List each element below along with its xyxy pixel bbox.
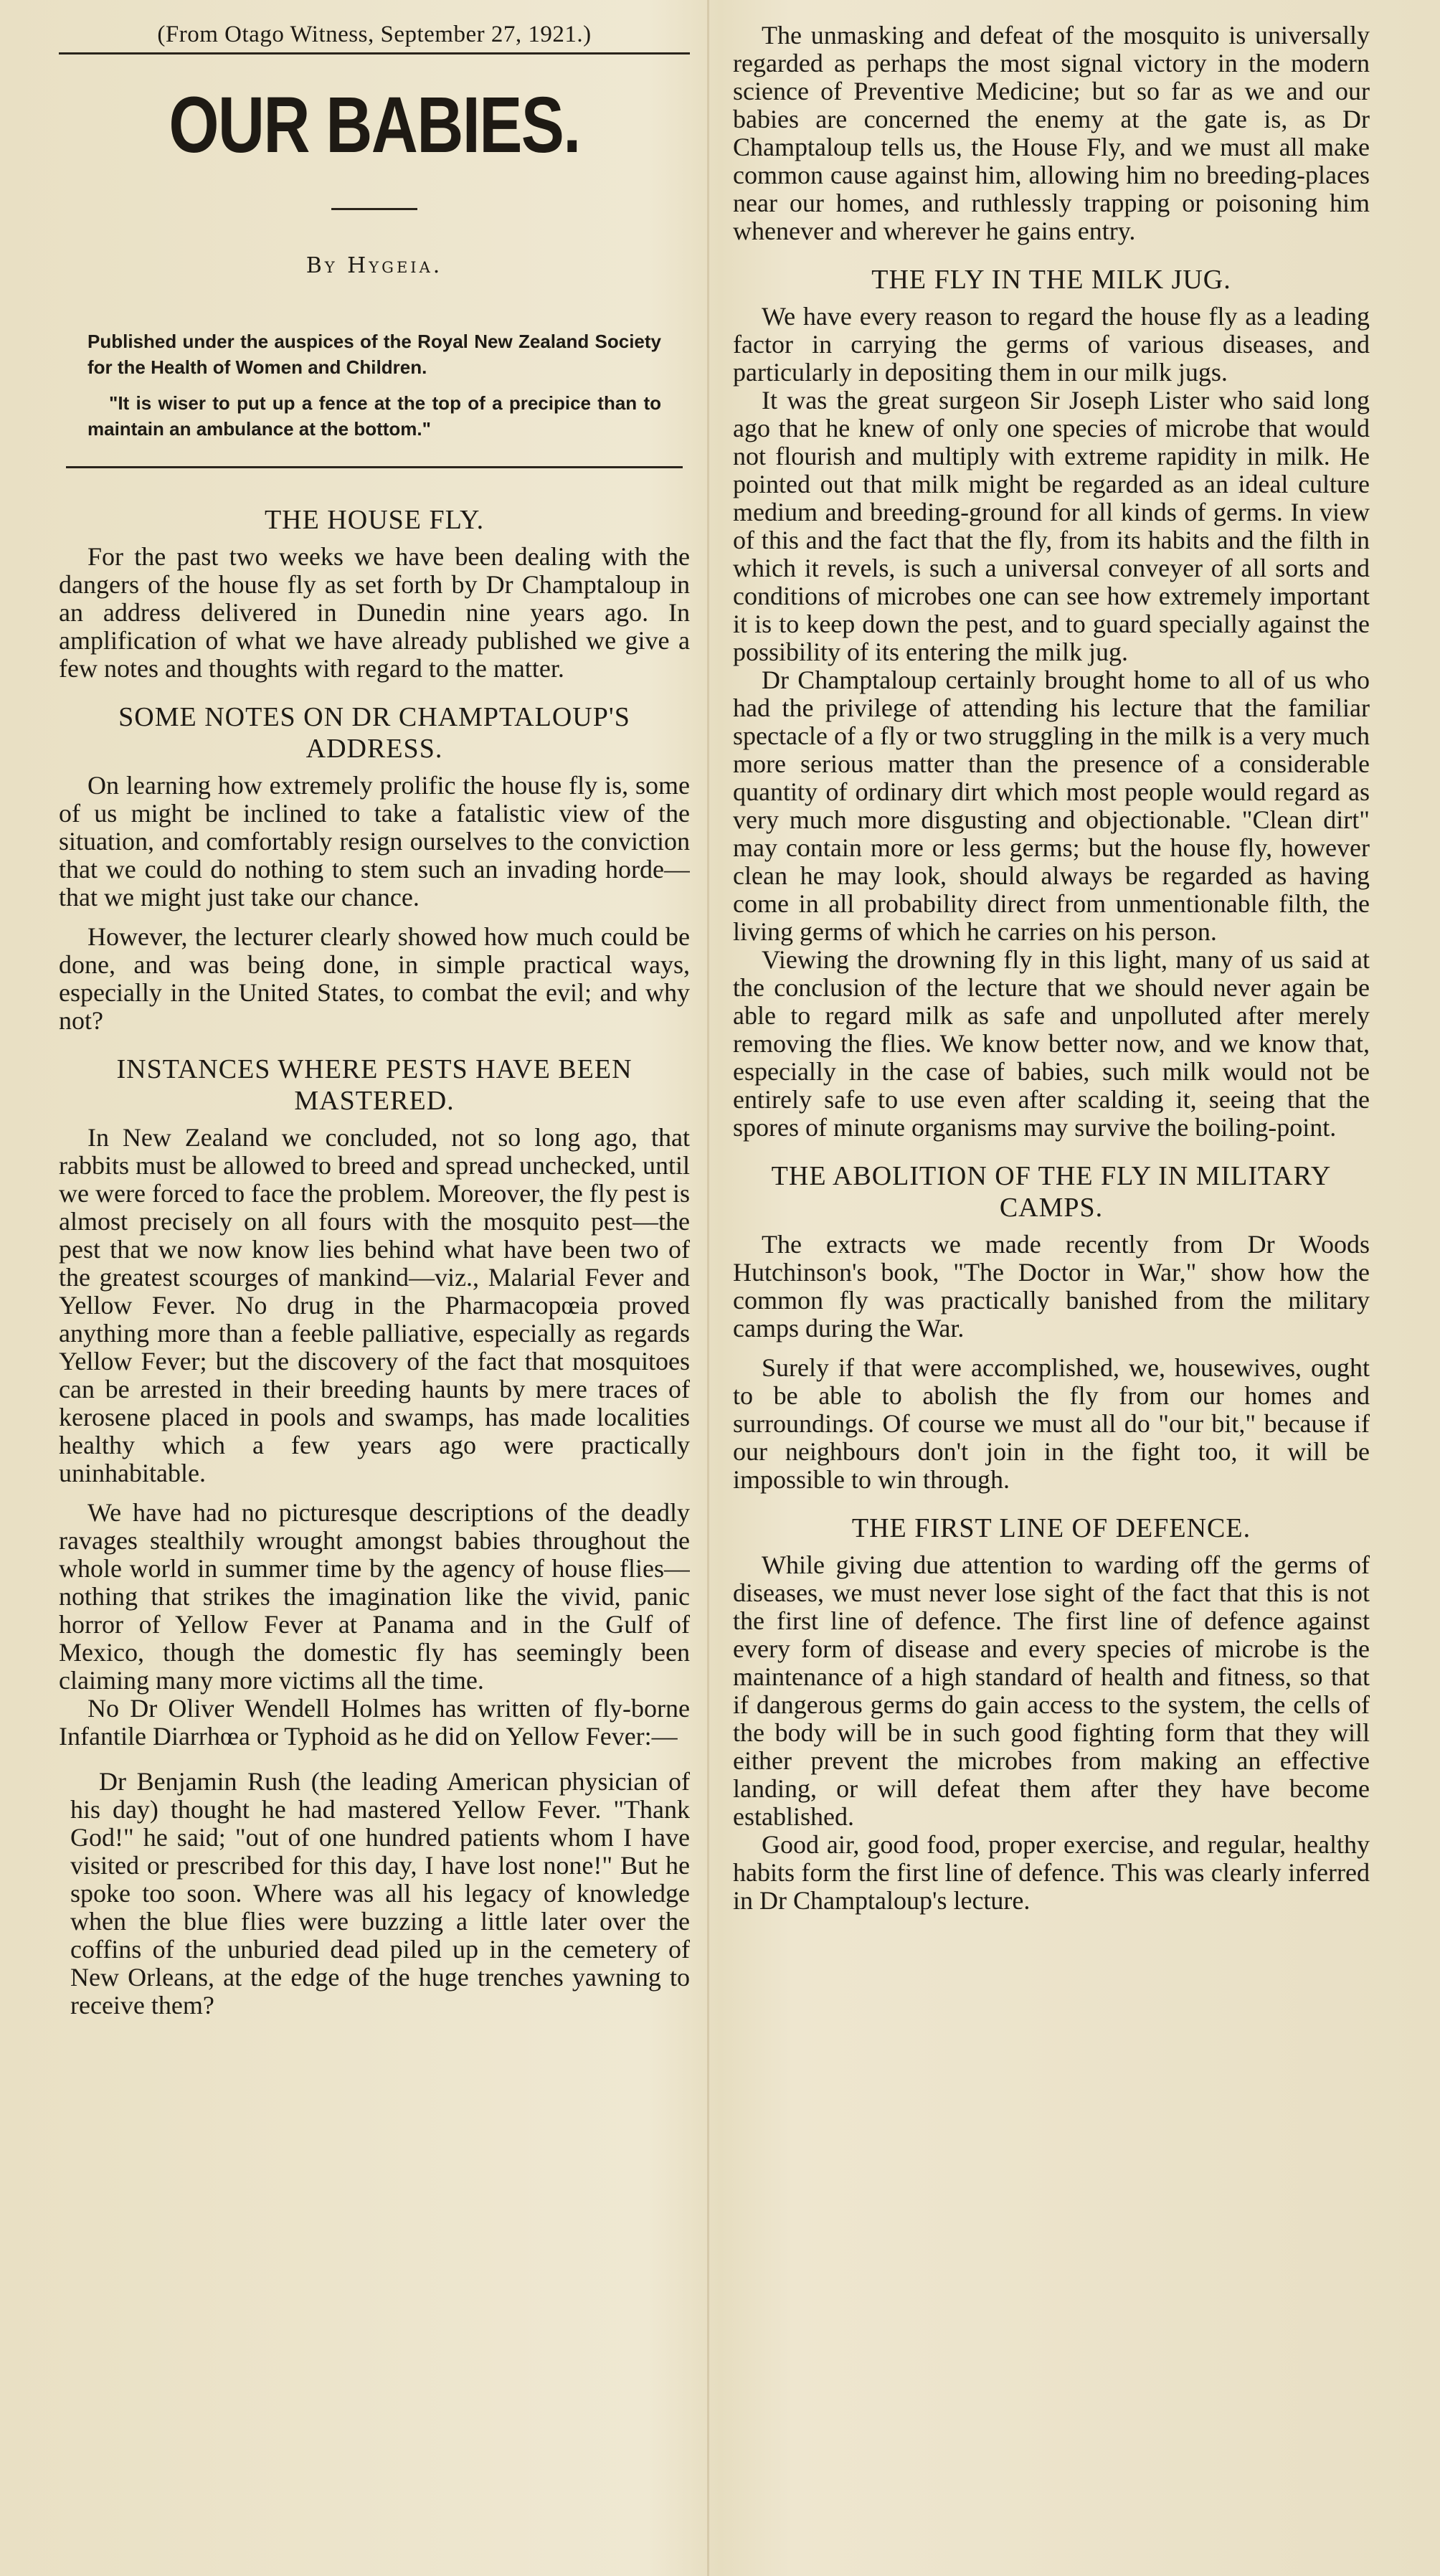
heading-abolition: THE ABOLITION OF THE FLY IN MILITARY CAMPS. <box>771 1161 1332 1223</box>
source-line: (From Otago Witness, September 27, 1921.) <box>59 22 690 55</box>
heading-instances: INSTANCES WHERE PESTS HAVE BEEN MASTERED. <box>116 1054 633 1116</box>
heading-first-line: THE FIRST LINE OF DEFENCE. <box>851 1513 1251 1543</box>
paragraph: Surely if that were accomplished, we, housewives, ought to be able to abolish the fly from our homes and surroundings. Of course we must all do "our bit," because if our neighbours don't join in the fight too, it will be impossible to win through. <box>733 1353 1370 1494</box>
society-notice <box>87 328 661 442</box>
paragraph: We have had no picturesque descriptions of the deadly ravages stealthily wrought amongst babies throughout the whole world in summer time by the agency of house flies—nothing that strikes the imagination like the vivid, panic horror of Yellow Fever at Panama and in the Gulf of Mexico, though the domestic fly has seemingly been claiming many more victims all the time. <box>59 1498 690 1695</box>
paragraph: While giving due attention to warding off the germs of diseases, we must never lose sight of the fact that this is not the first line of defence. The first line of defence against every form of disease and every species of microbe is the maintenance of a high standard of health and fitness, so that if dangerous germs do gain access to the system, the cells of the body will be in such good fighting form that they will either prevent the microbes from making an effective landing, or will defeat them after they have become established. <box>733 1550 1370 1831</box>
title-divider <box>331 208 417 210</box>
notice-text: Published under the auspices of the Royal New Zealand Society for the Health of Women and Children. <box>87 331 661 378</box>
quoted-passage: Dr Benjamin Rush (the leading American physician of his day) thought he had mastered Yellow Fever. "Thank God!" he said; "out of one hundred patients whom I have visited or prescribed for this day, I have lost none!" But he spoke too soon. Where was all his legacy of knowledge when the blue flies were buzzing a little later over the coffins of the unburied dead piled up in the cemetery of New Orleans, at the edge of the huge trenches yawning to receive them? <box>70 1767 690 2019</box>
paragraph: On learning how extremely prolific the house fly is, some of us might be inclined to take a fatalistic view of the situation, and comfortably resign ourselves to the conviction that we could do nothing to stem such an invading horde—that we might just take our chance. <box>59 771 690 911</box>
paragraph: The unmasking and defeat of the mosquito is universally regarded as perhaps the most signal victory in the modern science of Preventive Medicine; but so far as we and our babies are concerned the enemy at the gate is, as Dr Champtaloup tells us, the House Fly, and we must all make common cause against him, allowing him no breeding-places near our homes, and ruthlessly trapping or poisoning him whenever and wherever he gains entry. <box>733 22 1370 245</box>
motto-text: "It is wiser to put up a fence at the top of a precipice than to maintain an ambulance at the bottom." <box>87 392 661 440</box>
paragraph: For the past two weeks we have been dealing with the dangers of the house fly as set forth by Dr Champtaloup in an address delivered in Dunedin nine years ago. In amplification of what we have already published we give a few notes and thoughts with regard to the matter. <box>59 542 690 683</box>
heading-notes: SOME NOTES ON DR CHAMPTALOUP'S ADDRESS. <box>118 702 630 764</box>
left-column <box>59 22 690 2560</box>
paragraph: The extracts we made recently from Dr Woods Hutchinson's book, "The Doctor in War," show how the common fly was practically banished from the military camps during the War. <box>733 1230 1370 1343</box>
heading-milk-jug: THE FLY IN THE MILK JUG. <box>871 265 1231 295</box>
paragraph: Viewing the drowning fly in this light, many of us said at the conclusion of the lecture that we should never again be able to regard milk as safe and unpolluted after merely removing the flies. We know better now, and we know that, especially in the case of babies, such milk would not be entirely safe to use even after scalding it, seeing that the spores of minute organisms may survive the boiling-point. <box>733 945 1370 1142</box>
page-title: OUR BABIES. <box>169 81 580 169</box>
header-divider <box>66 466 683 468</box>
paragraph: Dr Champtaloup certainly brought home to all of us who had the privilege of attending his lecture that the familiar spectacle of a fly or two struggling in the milk is a very much more serious matter than the presence of a considerable quantity of ordinary dirt which most people would regard as very much more disgusting and objectionable. "Clean dirt" may contain more or less germs; but the house fly, however clean he may look, should always be regarded as having come in all probability direct from unmentionable filth, the living germs of which he carries on his person. <box>733 666 1370 946</box>
paragraph: Good air, good food, proper exercise, and regular, healthy habits form the first line of defence. This was clearly inferred in Dr Champtaloup's lecture. <box>733 1830 1370 1915</box>
page-fold-crease <box>707 0 709 2576</box>
paragraph: No Dr Oliver Wendell Holmes has written of fly-borne Infantile Diarrhœa or Typhoid as he did on Yellow Fever:— <box>59 1694 690 1751</box>
paragraph: We have every reason to regard the house fly as a leading factor in carrying the germs of various diseases, and particularly in depositing them in our milk jugs. <box>733 302 1370 387</box>
heading-house-fly: THE HOUSE FLY. <box>264 505 485 535</box>
paragraph: However, the lecturer clearly showed how much could be done, and was being done, in simple practical ways, especially in the United States, to combat the evil; and why not? <box>59 922 690 1035</box>
paragraph: In New Zealand we concluded, not so long ago, that rabbits must be allowed to breed and spread unchecked, until we were forced to face the problem. Moreover, the fly pest is almost precisely on all fours with the mosquito pest—the pest that we now know lies behind what have been two of the greatest scourges of mankind—viz., Malarial Fever and Yellow Fever. No drug in the Pharmacopœia proved anything more than a feeble palliative, especially as regards Yellow Fever; but the discovery of the fact that mosquitoes can be arrested in their breeding haunts by mere traces of kerosene placed in pools and swamps, has made localities healthy which a few years ago were practically uninhabitable. <box>59 1123 690 1487</box>
right-column <box>733 22 1370 2560</box>
paragraph: It was the great surgeon Sir Joseph Lister who said long ago that he knew of only one species of microbe that would not flourish and multiply with extreme rapidity in milk. He pointed out that milk might be regarded as an ideal culture medium and breeding-ground for all kinds of germs. In view of this and the fact that the fly, from its habits and the filth in which it revels, is such a universal conveyer of all sorts and conditions of microbes one can see how extremely important it is to keep down the pest, and to guard specially against the possibility of its entering the milk jug. <box>733 386 1370 666</box>
byline: By Hygeia. <box>305 253 443 278</box>
